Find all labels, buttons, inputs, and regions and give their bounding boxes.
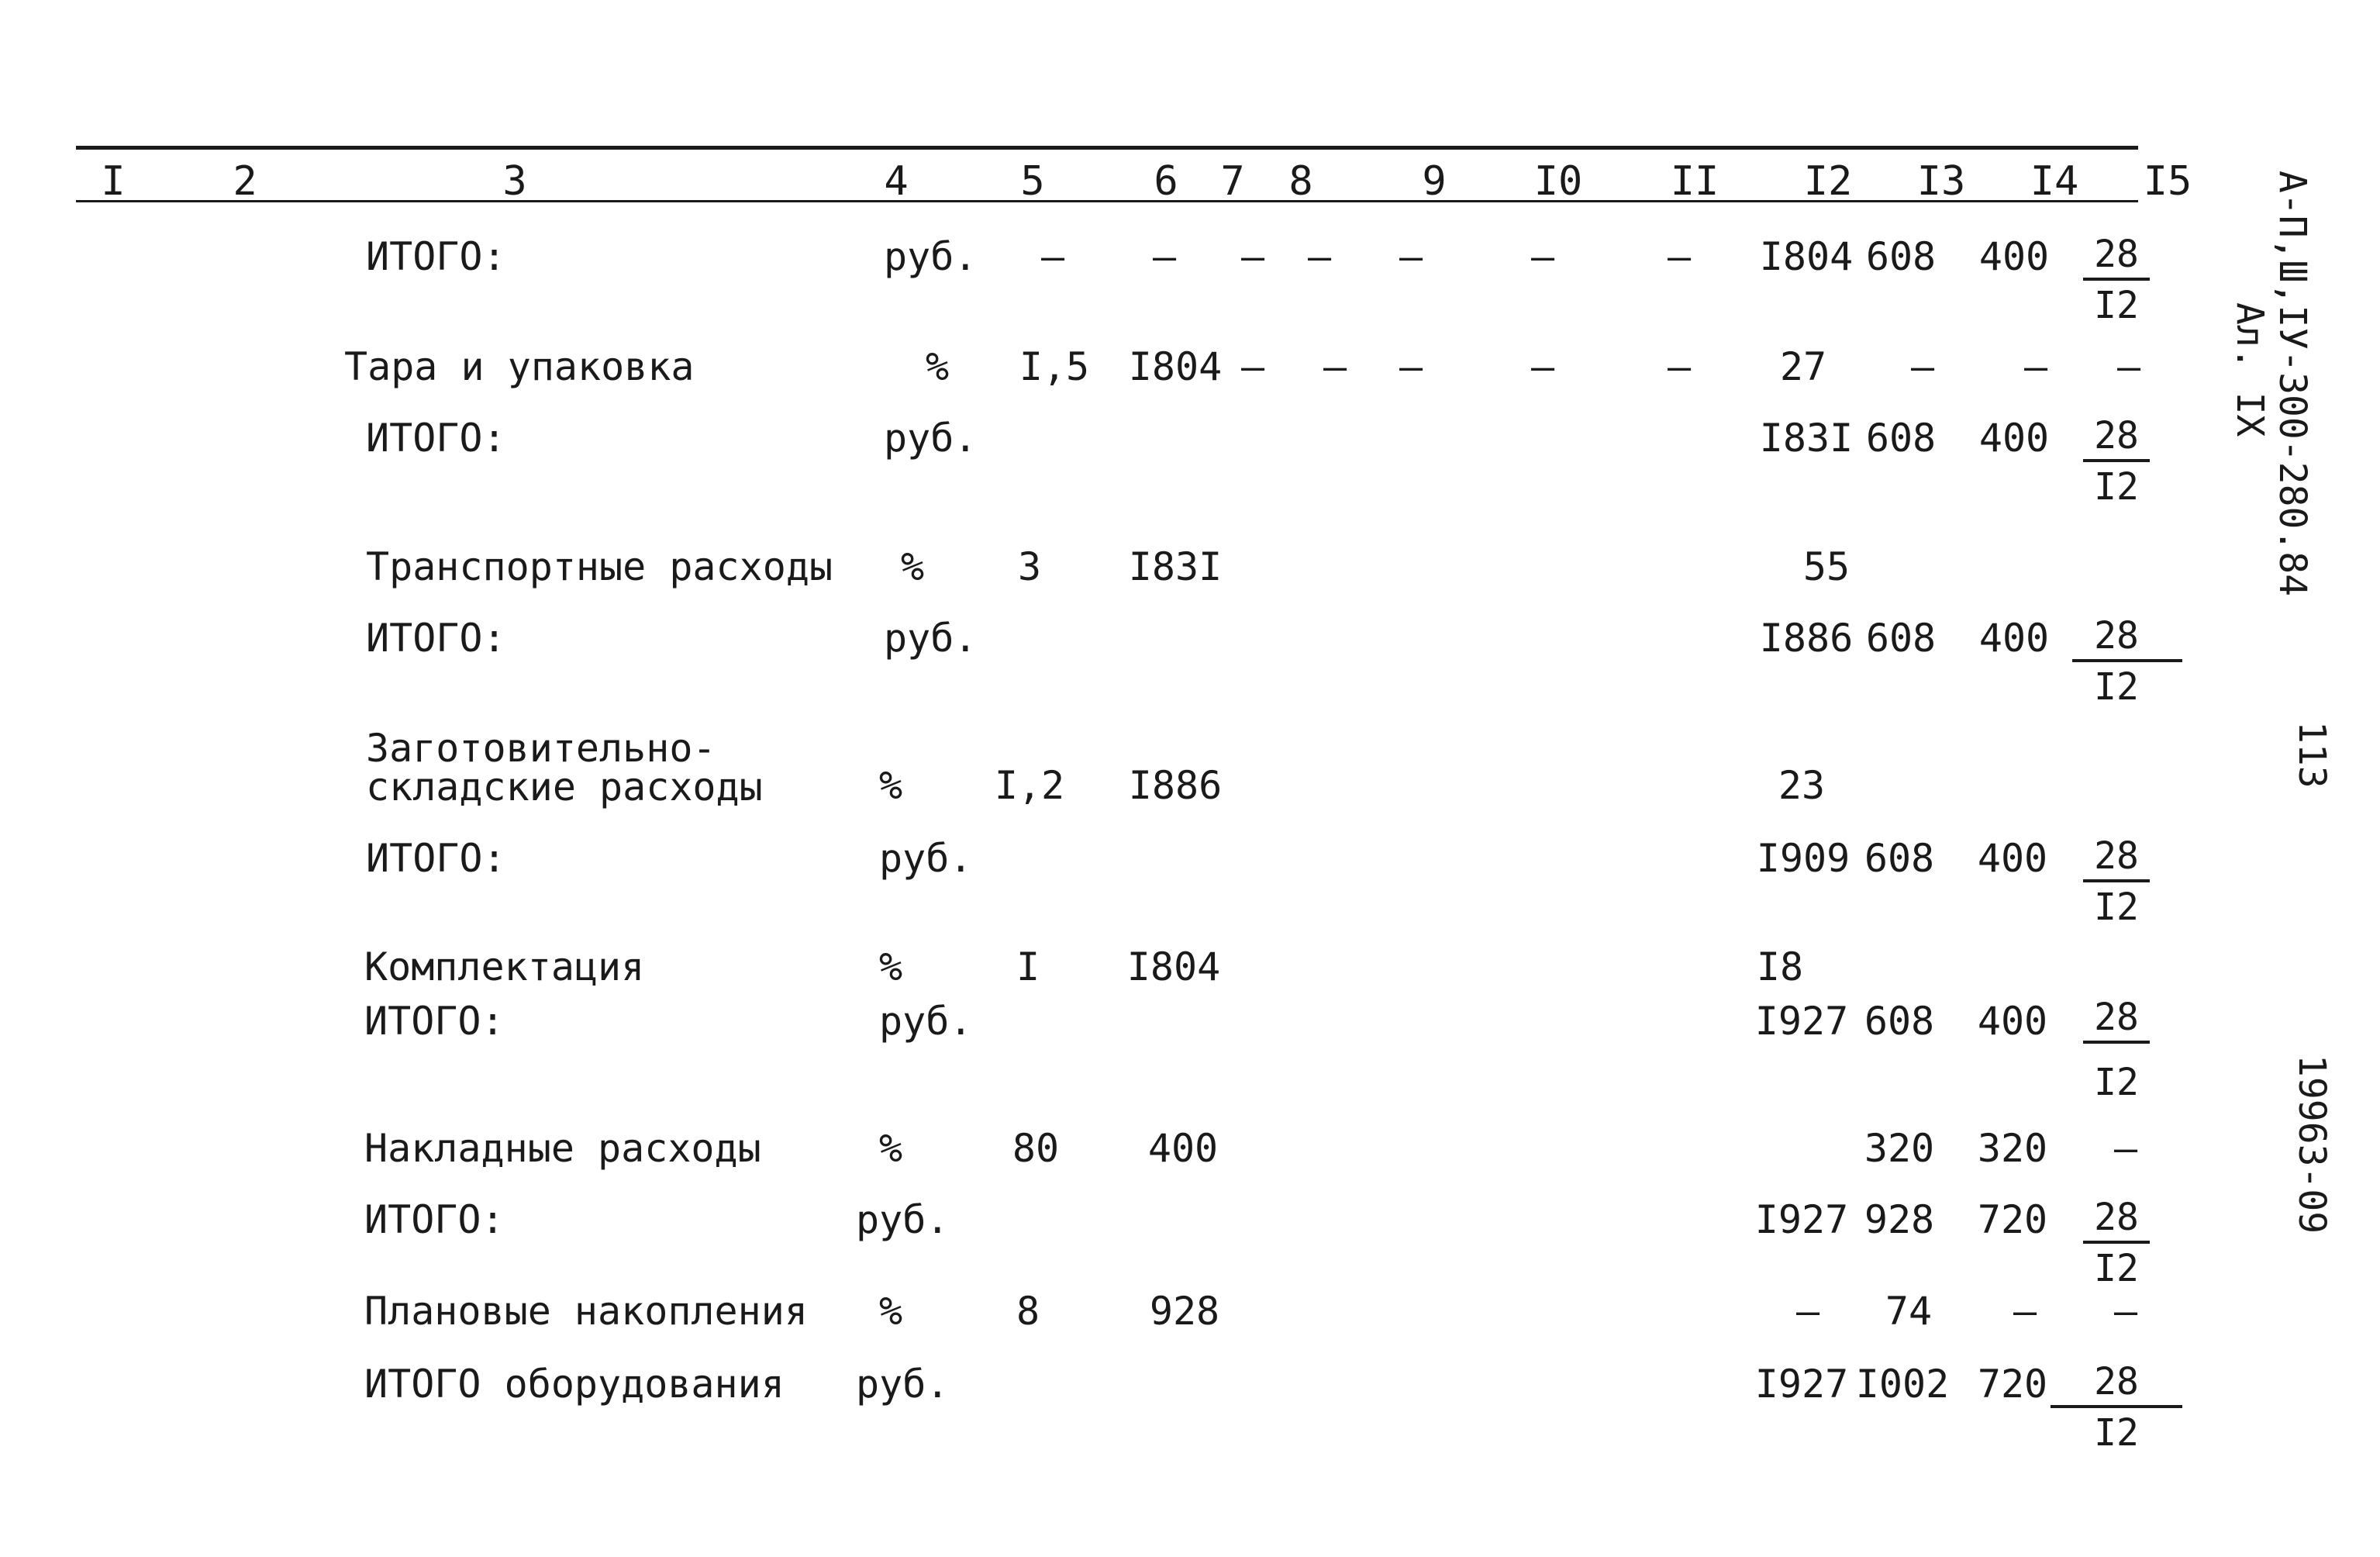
cell-13: 320 — [1864, 1126, 1935, 1171]
fraction-cell — [2082, 614, 2151, 709]
column-header: 7 — [1220, 158, 1245, 205]
cell-14: 320 — [1977, 1126, 2048, 1171]
unit-cell: % — [879, 1126, 903, 1171]
cell-10: – — [1530, 344, 1555, 389]
fraction-bar — [2083, 459, 2150, 462]
cell-6: – — [1152, 234, 1177, 279]
cell-15: – — [2113, 1289, 2138, 1334]
cell-6: 928 — [1149, 1289, 1220, 1334]
cell-13: 928 — [1864, 1197, 1935, 1242]
fraction-cell — [2082, 834, 2151, 929]
cell-6: I804 — [1128, 344, 1223, 389]
cell-13: I002 — [1855, 1362, 1950, 1407]
cell-8: – — [1323, 344, 1347, 389]
fraction-numerator: 28 — [2094, 233, 2139, 276]
cell-15: – — [2116, 344, 2141, 389]
row-label: Комплектация — [364, 944, 645, 989]
cell-12: I804 — [1759, 234, 1854, 279]
fraction-denominator: I2 — [2094, 1061, 2139, 1104]
column-header: I — [101, 158, 126, 205]
unit-cell: руб. — [884, 616, 978, 661]
unit-cell: руб. — [856, 1362, 950, 1407]
cell-5: – — [1040, 234, 1065, 279]
row-label: ИТОГО: — [364, 999, 505, 1044]
column-header: I4 — [2030, 158, 2079, 205]
fraction-numerator: 28 — [2094, 414, 2139, 457]
row-label: ИТОГО: — [366, 836, 506, 881]
cell-5: I,5 — [1019, 344, 1090, 389]
fraction-denominator: I2 — [2094, 284, 2139, 327]
row-label-line-1: Заготовительно- — [366, 726, 716, 771]
cell-13: 608 — [1864, 836, 1935, 881]
cell-12: I927 — [1754, 999, 1849, 1044]
fraction-cell — [2082, 996, 2151, 1104]
fraction-numerator: 28 — [2094, 1196, 2139, 1239]
column-header: 2 — [233, 158, 257, 205]
row-label: ИТОГО: — [366, 234, 506, 279]
cell-11: – — [1667, 234, 1692, 279]
table-top-rule — [76, 146, 2138, 150]
cell-12: I927 — [1754, 1362, 1849, 1407]
fraction-denominator: I2 — [2094, 1411, 2139, 1455]
fraction-numerator: 28 — [2094, 996, 2139, 1039]
row-label: Транспортные расходы — [366, 544, 833, 589]
document-sheet: Ал. IX — [2228, 302, 2271, 437]
column-header: 3 — [502, 158, 527, 205]
cell-13: 74 — [1885, 1289, 1933, 1334]
fraction-bar — [2083, 278, 2150, 281]
document-number: 19963-09 — [2290, 1055, 2333, 1234]
cell-13: 608 — [1865, 234, 1937, 279]
unit-cell: руб. — [884, 234, 978, 279]
unit-cell: % — [879, 944, 903, 989]
cell-14: 720 — [1977, 1197, 2048, 1242]
column-header: I0 — [1533, 158, 1583, 205]
cell-12: I909 — [1756, 836, 1851, 881]
cell-12: 23 — [1778, 763, 1826, 808]
cell-12: 27 — [1779, 344, 1827, 389]
cell-10: – — [1530, 234, 1555, 279]
column-header: II — [1670, 158, 1719, 205]
cell-14: 400 — [1978, 416, 2050, 461]
cell-9: – — [1399, 344, 1423, 389]
row-label: ИТОГО: — [364, 1197, 505, 1242]
row-label-line-2: складские расходы — [366, 765, 763, 810]
unit-cell: % — [879, 1289, 903, 1334]
row-label: ИТОГО оборудования — [364, 1362, 785, 1407]
unit-cell: руб. — [879, 999, 973, 1044]
cell-12: I83I — [1759, 416, 1854, 461]
cell-6: 400 — [1147, 1126, 1219, 1171]
cell-6: I83I — [1128, 544, 1223, 589]
cell-14: 400 — [1977, 836, 2048, 881]
fraction-bar — [2083, 879, 2150, 882]
cell-13: 608 — [1865, 616, 1937, 661]
cell-14: 400 — [1978, 234, 2050, 279]
cell-5: I,2 — [994, 763, 1065, 808]
cell-15: – — [2113, 1126, 2138, 1171]
fraction-bar — [2083, 1241, 2150, 1244]
cell-13: 608 — [1865, 416, 1937, 461]
cell-6: I886 — [1128, 763, 1223, 808]
cell-5: 3 — [1017, 544, 1042, 589]
cell-12: I886 — [1759, 616, 1854, 661]
cell-14: 720 — [1977, 1362, 2048, 1407]
fraction-denominator: I2 — [2094, 465, 2139, 509]
fraction-bar — [2072, 659, 2182, 662]
unit-cell: % — [926, 344, 950, 389]
cell-13: 608 — [1864, 999, 1935, 1044]
column-header: I3 — [1916, 158, 1966, 205]
cell-7: – — [1240, 344, 1265, 389]
row-label: Плановые накопления — [364, 1289, 808, 1334]
row-label: Накладные расходы — [364, 1126, 761, 1171]
cell-12: I8 — [1756, 944, 1804, 989]
unit-cell: руб. — [856, 1197, 950, 1242]
page-number: 113 — [2290, 721, 2333, 789]
cell-5: 8 — [1016, 1289, 1040, 1334]
cell-14: 400 — [1977, 999, 2048, 1044]
cell-14: 400 — [1978, 616, 2050, 661]
cell-8: – — [1307, 234, 1332, 279]
cell-13: – — [1910, 344, 1935, 389]
unit-cell: руб. — [884, 416, 978, 461]
column-header: 5 — [1020, 158, 1045, 205]
column-header: 4 — [884, 158, 909, 205]
row-label: ИТОГО: — [366, 616, 506, 661]
document-code: А-П,Ш,IУ-300-280.84 — [2271, 171, 2314, 597]
cell-14: – — [2023, 344, 2048, 389]
fraction-cell — [2082, 1360, 2151, 1455]
cell-14: – — [2013, 1289, 2037, 1334]
row-label: ИТОГО: — [366, 416, 506, 461]
column-header: I5 — [2143, 158, 2192, 205]
column-header: 6 — [1154, 158, 1178, 205]
fraction-denominator: I2 — [2094, 886, 2139, 929]
unit-cell: % — [879, 763, 903, 808]
fraction-bar — [2051, 1405, 2182, 1408]
cell-7: – — [1240, 234, 1265, 279]
cell-9: – — [1399, 234, 1423, 279]
column-header: I2 — [1803, 158, 1853, 205]
column-header: 9 — [1422, 158, 1447, 205]
fraction-cell — [2082, 414, 2151, 509]
cell-12: – — [1795, 1289, 1820, 1334]
cell-12: I927 — [1754, 1197, 1849, 1242]
fraction-numerator: 28 — [2094, 834, 2139, 878]
cell-11: – — [1667, 344, 1692, 389]
fraction-cell — [2082, 1196, 2151, 1290]
unit-cell: руб. — [879, 836, 973, 881]
cell-5: 80 — [1012, 1126, 1060, 1171]
row-label: Тара и упаковка — [344, 344, 695, 389]
fraction-numerator: 28 — [2094, 614, 2139, 658]
fraction-cell — [2082, 233, 2151, 327]
fraction-bar — [2083, 1041, 2150, 1044]
cell-6: I804 — [1126, 944, 1221, 989]
cell-5: I — [1016, 944, 1040, 989]
cell-12: 55 — [1802, 544, 1851, 589]
fraction-denominator: I2 — [2094, 1247, 2139, 1290]
fraction-denominator: I2 — [2094, 665, 2139, 709]
fraction-numerator: 28 — [2094, 1360, 2139, 1403]
column-header: 8 — [1288, 158, 1313, 205]
unit-cell: % — [901, 544, 925, 589]
